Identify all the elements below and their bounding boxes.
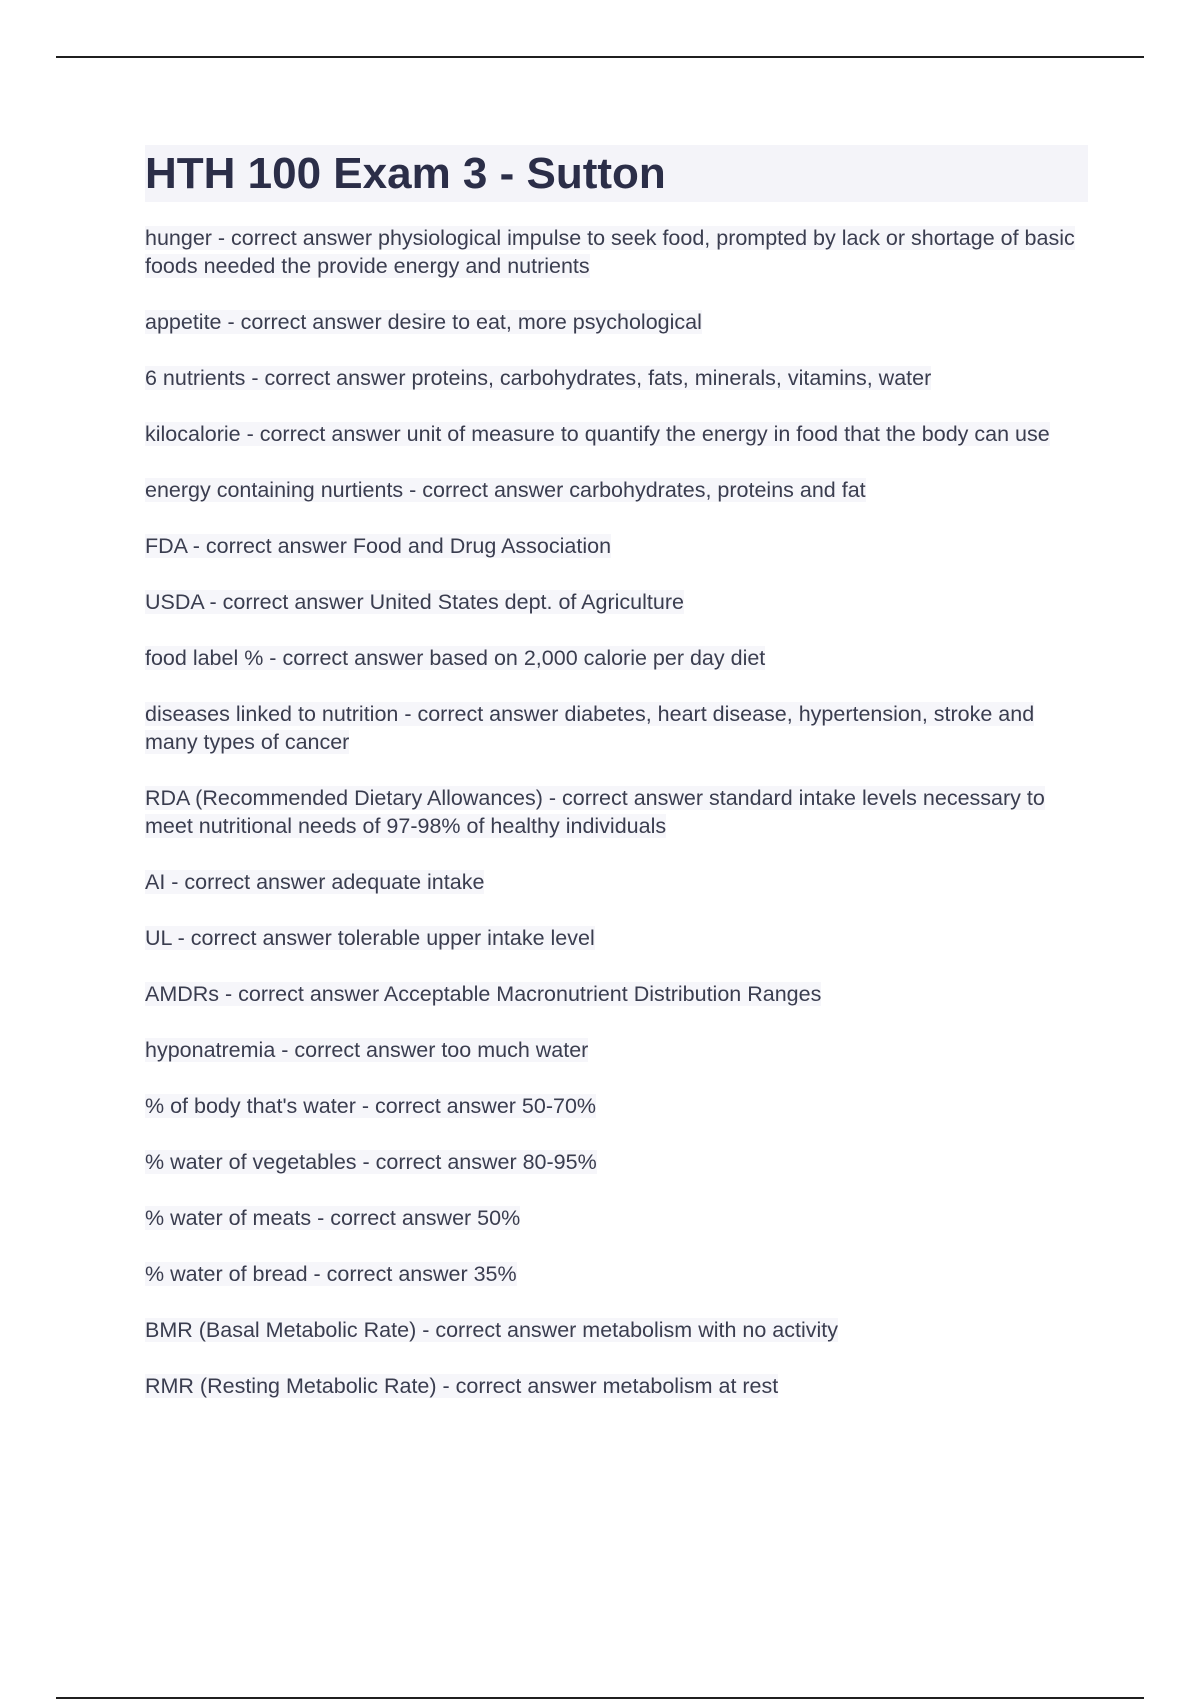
entry-text: food label % - correct answer based on 2,000 calorie per day diet	[145, 646, 766, 670]
list-item	[145, 1036, 1090, 1064]
list-item	[145, 588, 1090, 616]
list-item	[145, 1092, 1090, 1120]
list-item	[145, 1260, 1090, 1288]
list-item	[145, 224, 1090, 280]
entry-text: UL - correct answer tolerable upper intake level	[145, 926, 595, 950]
entry-text: % water of meats - correct answer 50%	[145, 1206, 521, 1230]
entry-text: FDA - correct answer Food and Drug Association	[145, 534, 612, 558]
list-item	[145, 1372, 1090, 1400]
entry-text: AMDRs - correct answer Acceptable Macronutrient Distribution Ranges	[145, 982, 822, 1006]
entry-text: RDA (Recommended Dietary Allowances) - correct answer standard intake levels necessary to meet nutritional needs of 97-98% of healthy individuals	[145, 786, 1045, 838]
entry-text: 6 nutrients - correct answer proteins, carbohydrates, fats, minerals, vitamins, water	[145, 366, 932, 390]
top-divider	[56, 56, 1144, 58]
entry-text: energy containing nurtients - correct answer carbohydrates, proteins and fat	[145, 478, 866, 502]
list-item	[145, 1204, 1090, 1232]
list-item	[145, 476, 1090, 504]
list-item	[145, 644, 1090, 672]
list-item	[145, 364, 1090, 392]
list-item	[145, 980, 1090, 1008]
entry-text: kilocalorie - correct answer unit of measure to quantify the energy in food that the body can use	[145, 422, 1050, 446]
entry-text: appetite - correct answer desire to eat, more psychological	[145, 310, 702, 334]
list-item	[145, 532, 1090, 560]
entry-text: diseases linked to nutrition - correct answer diabetes, heart disease, hypertension, stroke and many types of cancer	[145, 702, 1035, 754]
entry-text: hyponatremia - correct answer too much water	[145, 1038, 589, 1062]
list-item	[145, 1148, 1090, 1176]
entry-text: RMR (Resting Metabolic Rate) - correct answer metabolism at rest	[145, 1374, 779, 1398]
list-item	[145, 700, 1090, 756]
entry-text: BMR (Basal Metabolic Rate) - correct answer metabolism with no activity	[145, 1318, 838, 1342]
list-item	[145, 784, 1090, 840]
entry-text: hunger - correct answer physiological impulse to seek food, prompted by lack or shortage of basic foods needed the provide energy and nutrients	[145, 226, 1075, 278]
flashcard-list	[145, 224, 1090, 1428]
page-title: HTH 100 Exam 3 - Sutton	[145, 149, 666, 198]
list-item	[145, 1316, 1090, 1344]
entry-text: % of body that's water - correct answer 50-70%	[145, 1094, 597, 1118]
entry-text: % water of bread - correct answer 35%	[145, 1262, 517, 1286]
entry-text: USDA - correct answer United States dept. of Agriculture	[145, 590, 684, 614]
list-item	[145, 308, 1090, 336]
list-item	[145, 420, 1090, 448]
list-item	[145, 868, 1090, 896]
entry-text: % water of vegetables - correct answer 80-95%	[145, 1150, 597, 1174]
entry-text: AI - correct answer adequate intake	[145, 870, 485, 894]
list-item	[145, 924, 1090, 952]
bottom-divider	[56, 1697, 1144, 1699]
